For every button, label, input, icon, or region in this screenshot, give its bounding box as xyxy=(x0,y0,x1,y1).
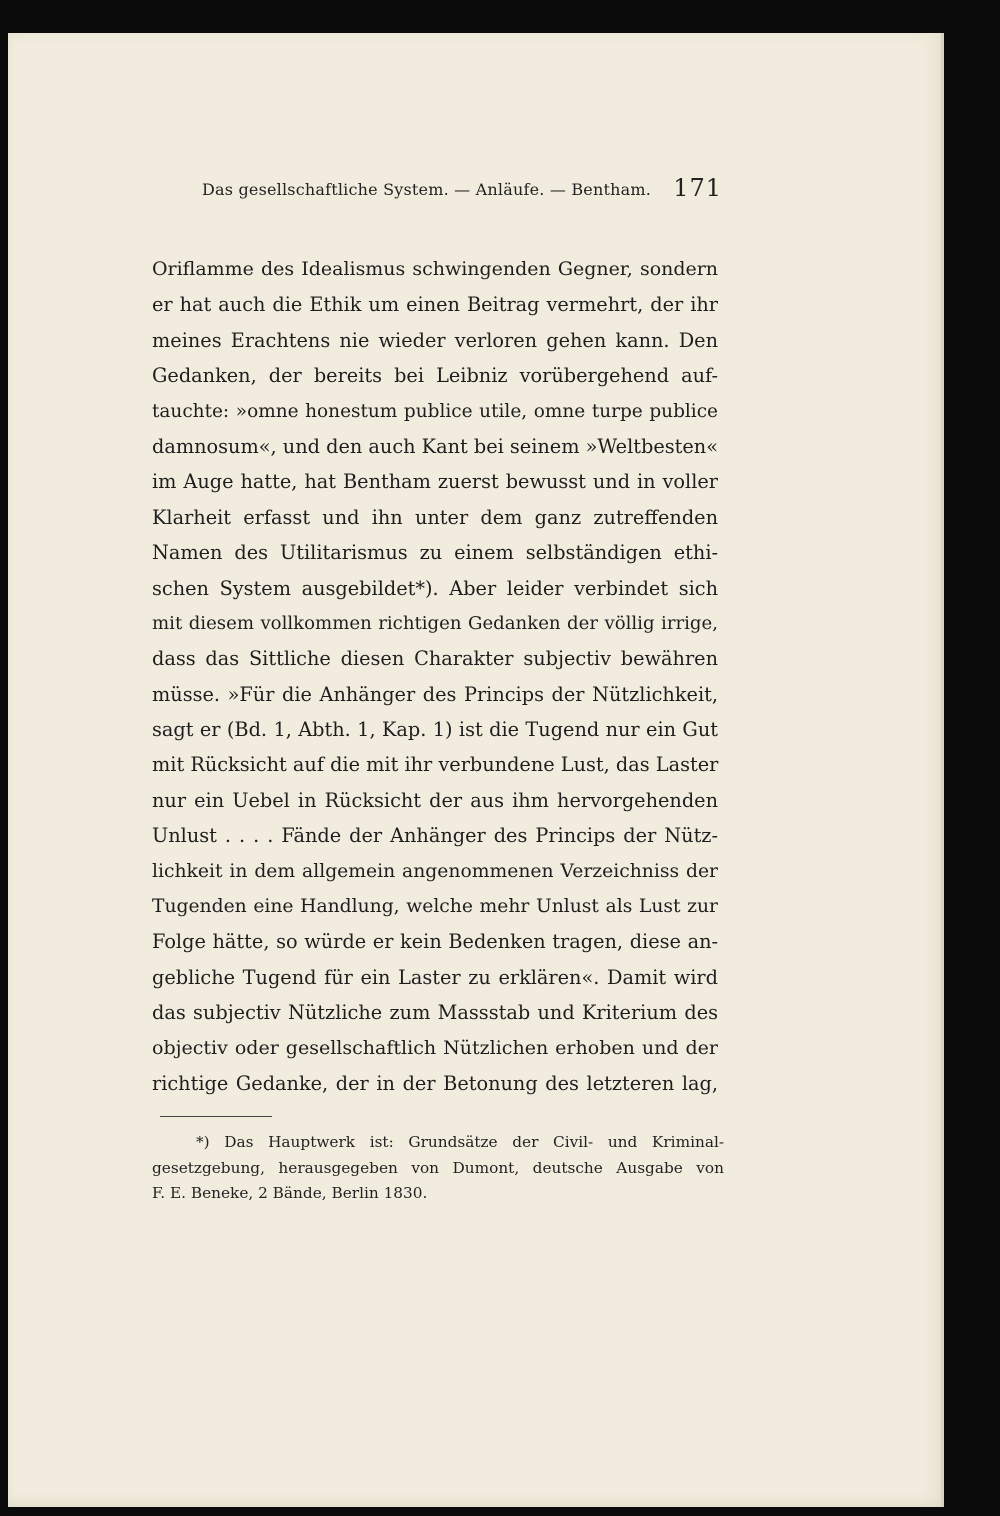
body-line: Tugenden eine Handlung, welche mehr Unlust als Lust zur xyxy=(152,896,718,918)
body-line: lichkeit in dem allgemein angenommenen Verzeichniss der xyxy=(152,860,718,882)
running-head xyxy=(202,170,722,210)
body-line: sagt er (Bd. 1, Abth. 1, Kap. 1) ist die Tugend nur ein Gut xyxy=(152,718,718,742)
page-number: 171 xyxy=(673,174,722,202)
body-line: Namen des Utilitarismus zu einem selbständigen ethi- xyxy=(152,541,718,565)
body-line: Folge hätte, so würde er kein Bedenken tragen, diese an- xyxy=(152,930,718,954)
body-line: mit diesem vollkommen richtigen Gedanken der völlig irrige, xyxy=(152,612,718,634)
body-line: meines Erachtens nie wieder verloren gehen kann. Den xyxy=(152,328,718,352)
body-line: schen System ausgebildet*). Aber leider verbindet sich xyxy=(152,576,718,600)
body-line: das subjectiv Nützliche zum Massstab und Kriterium des xyxy=(152,1001,718,1025)
footnote-line: F. E. Beneke, 2 Bände, Berlin 1830. xyxy=(152,1184,428,1202)
body-line: Gedanken, der bereits bei Leibniz vorübergehend auf- xyxy=(152,364,718,388)
body-line: richtige Gedanke, der in der Betonung des letzteren lag, xyxy=(152,1071,718,1095)
footnote-line: gesetzgebung, herausgegeben von Dumont, deutsche Ausgabe von xyxy=(152,1158,724,1177)
body-line: tauchte: »omne honestum publice utile, omne turpe publice xyxy=(152,400,718,422)
body-text xyxy=(152,252,718,1101)
footnotes xyxy=(152,1130,724,1207)
body-line: dass das Sittliche diesen Charakter subjectiv bewähren xyxy=(152,647,718,671)
footnote-line: *) Das Hauptwerk ist: Grundsätze der Civil- und Kriminal- xyxy=(196,1133,724,1151)
body-line: gebliche Tugend für ein Laster zu erklären«. Damit wird xyxy=(152,965,718,989)
body-line: nur ein Uebel in Rücksicht der aus ihm hervorgehenden xyxy=(152,788,718,812)
body-line: er hat auch die Ethik um einen Beitrag vermehrt, der ihr xyxy=(152,293,718,317)
body-line: Klarheit erfasst und ihn unter dem ganz zutreffenden xyxy=(152,505,718,529)
body-line: Unlust . . . . Fände der Anhänger des Princips der Nütz- xyxy=(152,824,718,848)
page-edge xyxy=(941,33,944,1507)
running-title: Das gesellschaftliche System. — Anläufe. — Bentham. xyxy=(202,180,651,199)
footnote-divider xyxy=(160,1116,272,1117)
body-line: müsse. »Für die Anhänger des Princips der Nützlichkeit, xyxy=(152,682,718,706)
body-line: Oriflamme des Idealismus schwingenden Gegner, sondern xyxy=(152,258,718,280)
body-line: im Auge hatte, hat Bentham zuerst bewusst und in voller xyxy=(152,470,718,494)
body-line: damnosum«, und den auch Kant bei seinem »Weltbesten« xyxy=(152,434,719,458)
body-line: objectiv oder gesellschaftlich Nützlichen erhoben und der xyxy=(152,1036,718,1059)
body-line: mit Rücksicht auf die mit ihr verbundene Lust, das Laster xyxy=(152,753,719,777)
